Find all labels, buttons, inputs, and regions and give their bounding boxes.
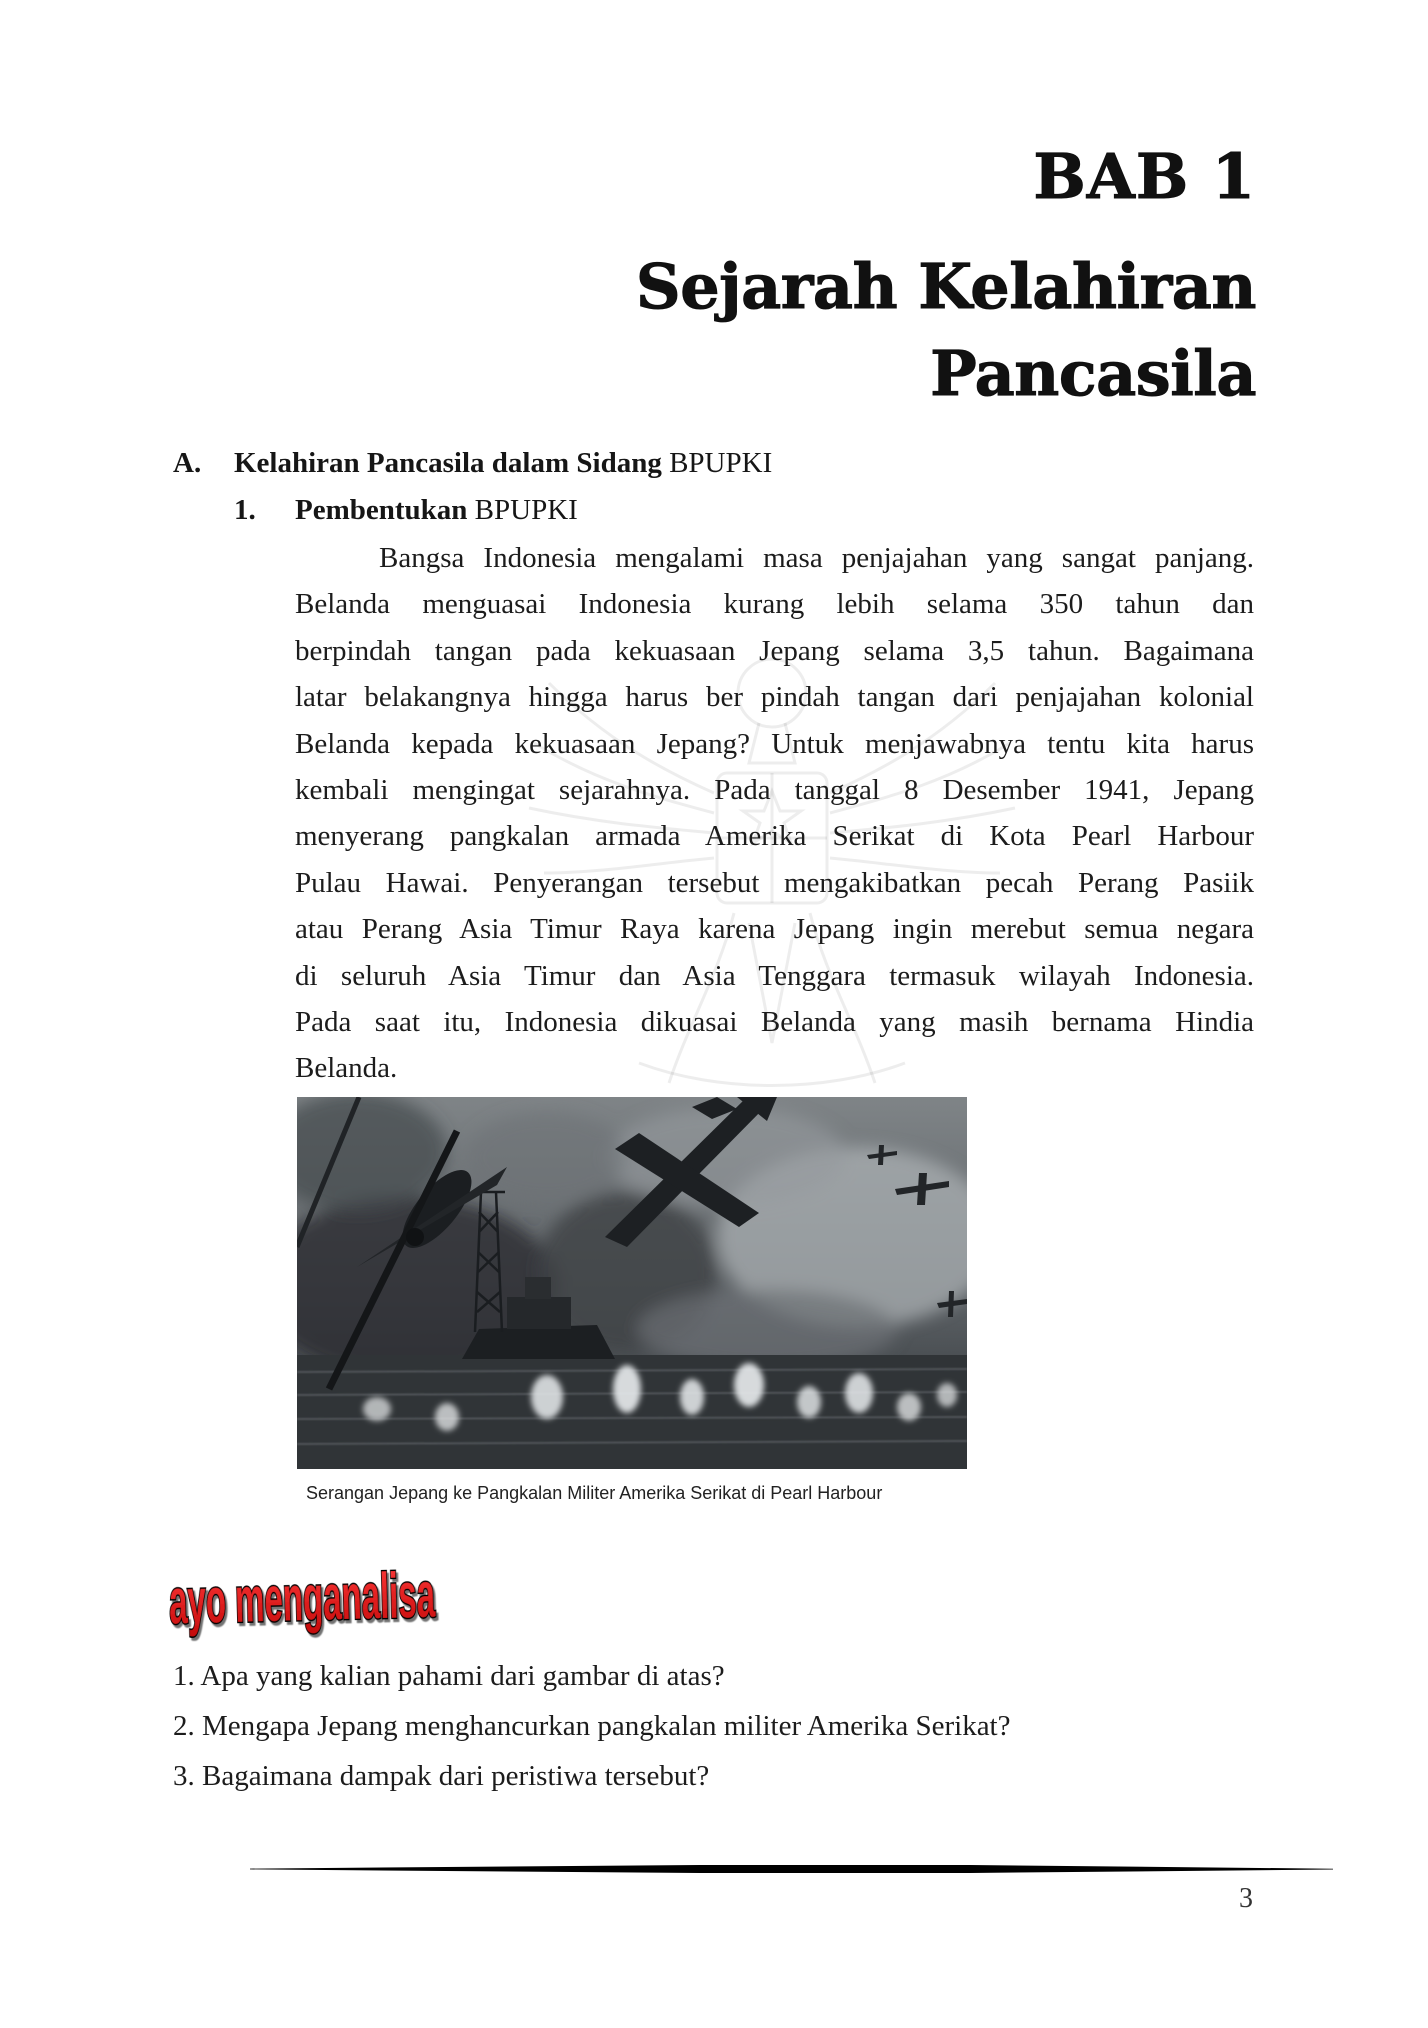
- subsection-1-marker: 1.: [234, 494, 256, 526]
- paragraph-line: kembali mengingat sejarahnya. Pada tanggal 8 Desember 1941, Jepang: [295, 773, 1254, 806]
- section-a-heading: [173, 440, 772, 486]
- chapter-title: [636, 243, 1256, 417]
- question-item: 2. Mengapa Jepang menghancurkan pangkalan militer Amerika Serikat?: [173, 1710, 1011, 1742]
- paragraph-line: berpindah tangan pada kekuasaan Jepang selama 3,5 tahun. Bagaimana: [295, 634, 1254, 667]
- paragraph-line: Belanda.: [295, 1052, 398, 1085]
- paragraph-line: Belanda menguasai Indonesia kurang lebih selama 350 tahun dan: [295, 588, 1254, 621]
- paragraph-line: Pulau Hawai. Penyerangan tersebut mengakibatkan pecah Perang Pasiik: [295, 866, 1254, 899]
- paragraph-line: Belanda kepada kekuasaan Jepang? Untuk menjawabnya tentu kita harus: [295, 727, 1254, 760]
- subsection-1-title-bold: Pembentukan: [295, 494, 468, 526]
- question-list: [173, 1651, 1011, 1801]
- subsection-1-title-regular: BPUPKI: [474, 494, 578, 526]
- paragraph-line: di seluruh Asia Timur dan Asia Tenggara termasuk wilayah Indonesia.: [295, 959, 1254, 992]
- pearl-harbor-attack-photo: [297, 1097, 967, 1469]
- figure: [297, 1097, 967, 1469]
- section-a-title: [234, 440, 772, 486]
- ayo-menganalisa-banner: [163, 1552, 686, 1638]
- subsection-1-heading: [234, 487, 578, 533]
- chapter-title-line-2: Pancasila: [930, 337, 1256, 410]
- section-a-marker: A.: [173, 447, 202, 479]
- banner-text: ayo menganalisa: [168, 1552, 686, 1638]
- chapter-title-line-1: Sejarah Kelahiran: [635, 250, 1256, 323]
- body-paragraph: [295, 535, 1254, 1092]
- paragraph-line: menyerang pangkalan armada Amerika Serikat di Kota Pearl Harbour: [295, 820, 1254, 853]
- paragraph-line: Pada saat itu, Indonesia dikuasai Belanda yang masih bernama Hindia: [295, 1005, 1254, 1038]
- section-a-title-regular: BPUPKI: [669, 447, 773, 479]
- footer-rule: [250, 1863, 1333, 1875]
- chapter-label: BAB 1: [1033, 140, 1256, 213]
- figure-caption: Serangan Jepang ke Pangkalan Militer Amerika Serikat di Pearl Harbour: [306, 1483, 883, 1503]
- subsection-1-title: [295, 487, 578, 533]
- section-a-title-bold: Kelahiran Pancasila dalam Sidang: [234, 447, 662, 479]
- paragraph-line: Bangsa Indonesia mengalami masa penjajahan yang sangat panjang.: [379, 542, 1254, 574]
- paragraph-line: latar belakangnya hingga harus ber pindah tangan dari penjajahan kolonial: [295, 681, 1254, 714]
- page-number: 3: [1239, 1883, 1253, 1914]
- question-item: 3. Bagaimana dampak dari peristiwa tersebut?: [173, 1760, 710, 1792]
- question-item: 1. Apa yang kalian pahami dari gambar di atas?: [173, 1660, 725, 1692]
- paragraph-line: atau Perang Asia Timur Raya karena Jepang ingin merebut semua negara: [295, 913, 1254, 946]
